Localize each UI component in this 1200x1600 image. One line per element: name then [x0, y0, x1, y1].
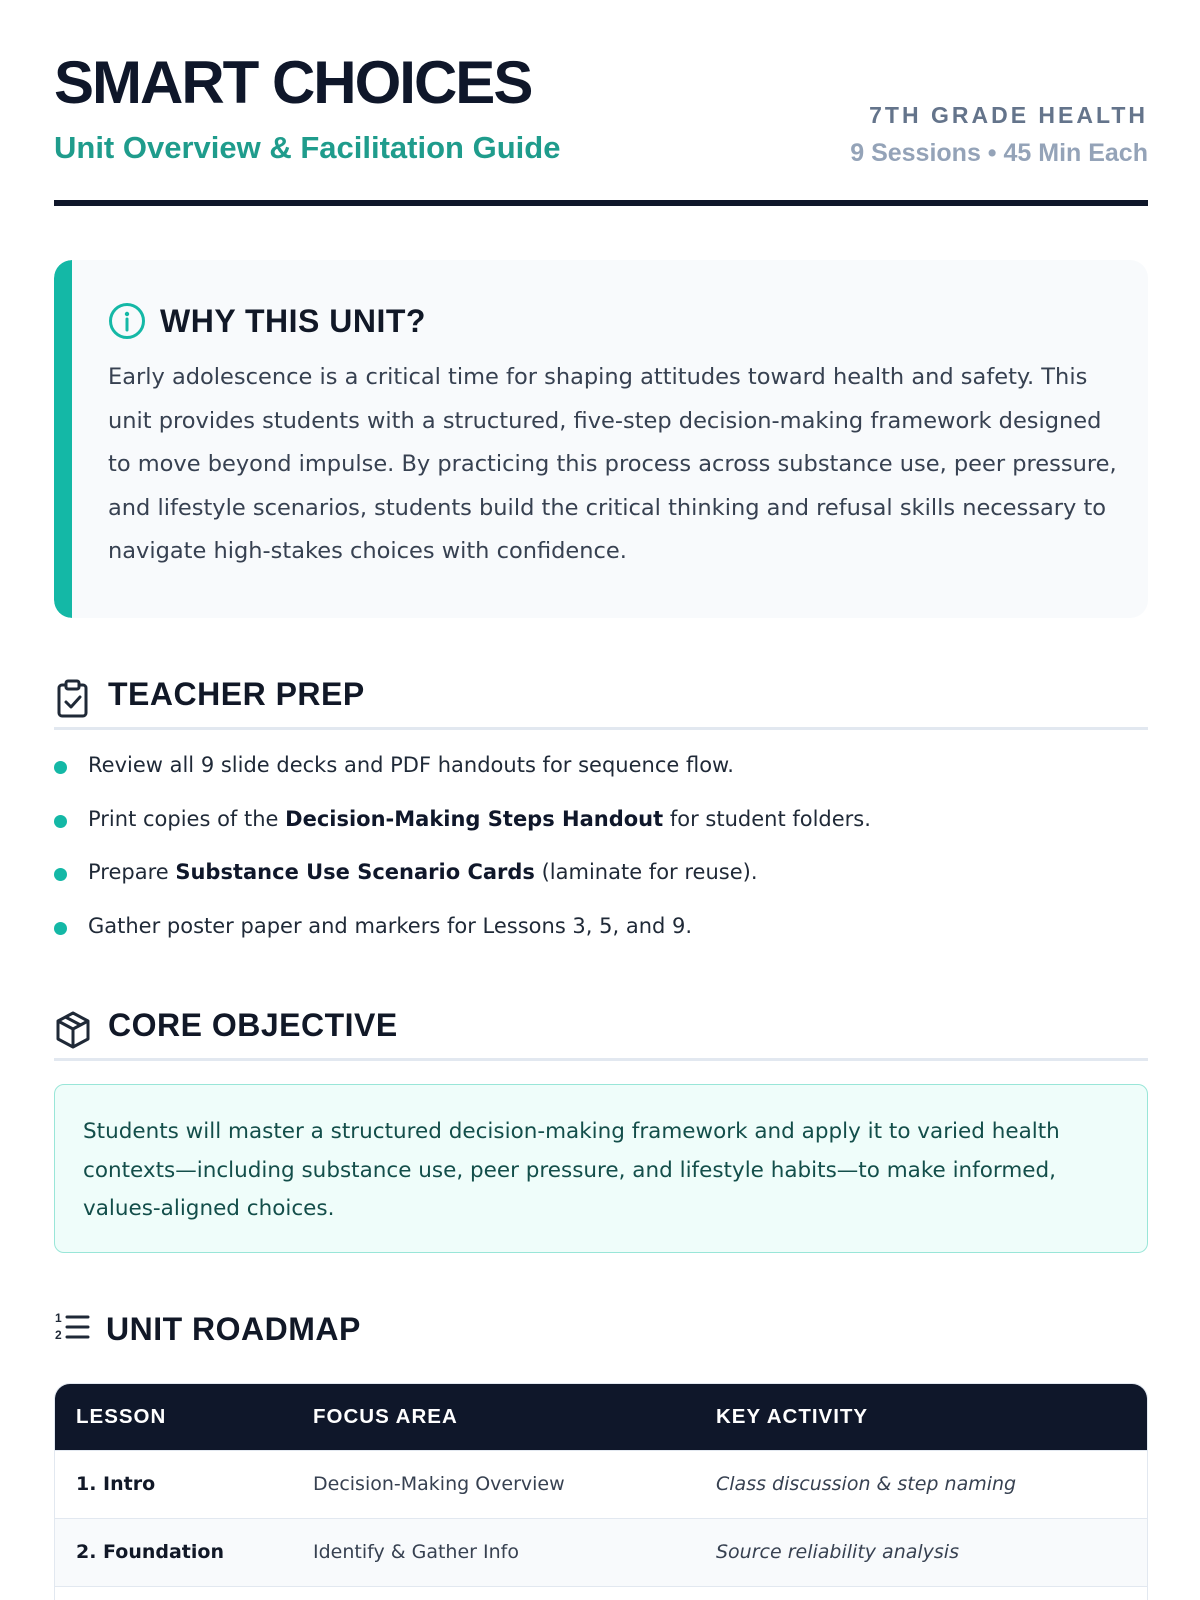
lesson-cell: 1. Intro	[76, 1473, 156, 1495]
cube-icon	[54, 1010, 92, 1055]
item-text: (laminate for reuse).	[534, 860, 758, 884]
column-header-focus-area: FOCUS AREA	[313, 1405, 458, 1428]
column-header-lesson: LESSON	[76, 1405, 167, 1428]
column-header-key-activity: KEY ACTIVITY	[716, 1405, 869, 1428]
item-text: for student folders.	[663, 806, 871, 831]
item-bold-text: Decision-Making Steps Handout	[285, 806, 664, 831]
header	[54, 0, 1148, 207]
list-item	[54, 857, 1148, 911]
activity-cell: Class discussion & step naming	[716, 1473, 1017, 1495]
clipboard-check-icon	[54, 679, 92, 724]
why-this-unit-callout	[54, 260, 1148, 618]
roadmap-table	[54, 1383, 1148, 1600]
table-row	[55, 1450, 1147, 1518]
activity-cell: Source reliability analysis	[716, 1541, 959, 1563]
focus-cell: Decision-Making Overview	[313, 1473, 565, 1495]
unit-roadmap-title: UNIT ROADMAP	[106, 1311, 361, 1347]
bullet-dot	[54, 815, 67, 828]
focus-cell: Identify & Gather Info	[313, 1541, 519, 1563]
unit-roadmap-heading	[54, 1308, 361, 1350]
item-text: Review all 9 slide decks and PDF handouts for sequence flow.	[88, 753, 734, 777]
teacher-prep-title: TEACHER PREP	[108, 676, 365, 712]
callout-accent-bar	[54, 260, 72, 618]
core-objective-heading	[54, 1004, 1148, 1061]
why-title: WHY THIS UNIT?	[160, 302, 426, 339]
item-bold-text: Substance Use Scenario Cards	[175, 860, 535, 884]
list-item	[54, 911, 1148, 965]
page-subtitle: Unit Overview & Facilitation Guide	[54, 130, 561, 165]
bullet-dot	[54, 761, 67, 774]
why-paragraph: Early adolescence is a critical time for shaping attitudes toward health and safety. This unit provides students with a structured, five-step decision-making framework designed to move beyond impulse. By practicing this process across substance use, peer pressure, and lifestyle scenarios, students build the critical thinking and refusal skills necessary to navigate high-stakes choices with confidence.	[108, 364, 1117, 564]
core-objective-box	[54, 1084, 1148, 1253]
page-title: SMART CHOICES	[54, 49, 532, 116]
item-text: Gather poster paper and markers for Lessons 3, 5, and 9.	[88, 913, 693, 938]
teacher-prep-heading	[54, 673, 1148, 730]
bullet-dot	[54, 922, 67, 935]
page	[54, 0, 1148, 1563]
list-item	[54, 804, 1148, 858]
core-objective-title: CORE OBJECTIVE	[108, 1007, 398, 1043]
table-row	[55, 1586, 1147, 1600]
svg-text:1: 1	[55, 1310, 62, 1325]
bullet-dot	[54, 868, 67, 881]
core-objective-text: Students will master a structured decision-making framework and apply it to varied health contexts—including substance use, peer pressure, and lifestyle habits—to make informed, values-aligned choices.	[83, 1119, 1060, 1221]
header-divider	[54, 200, 1148, 206]
table-row	[55, 1518, 1147, 1586]
info-icon	[108, 302, 146, 340]
sessions-label: 9 Sessions • 45 Min Each	[850, 139, 1148, 167]
item-text: Prepare	[88, 860, 176, 884]
svg-text:2: 2	[55, 1327, 62, 1342]
list-item	[54, 750, 1148, 804]
grade-label: 7TH GRADE HEALTH	[869, 102, 1148, 128]
teacher-prep-list	[54, 750, 1148, 964]
table-header	[55, 1384, 1147, 1450]
numbered-list-icon	[54, 1310, 90, 1349]
lesson-cell: 2. Foundation	[76, 1541, 224, 1563]
item-text: Print copies of the	[88, 806, 286, 831]
why-heading	[108, 302, 426, 340]
